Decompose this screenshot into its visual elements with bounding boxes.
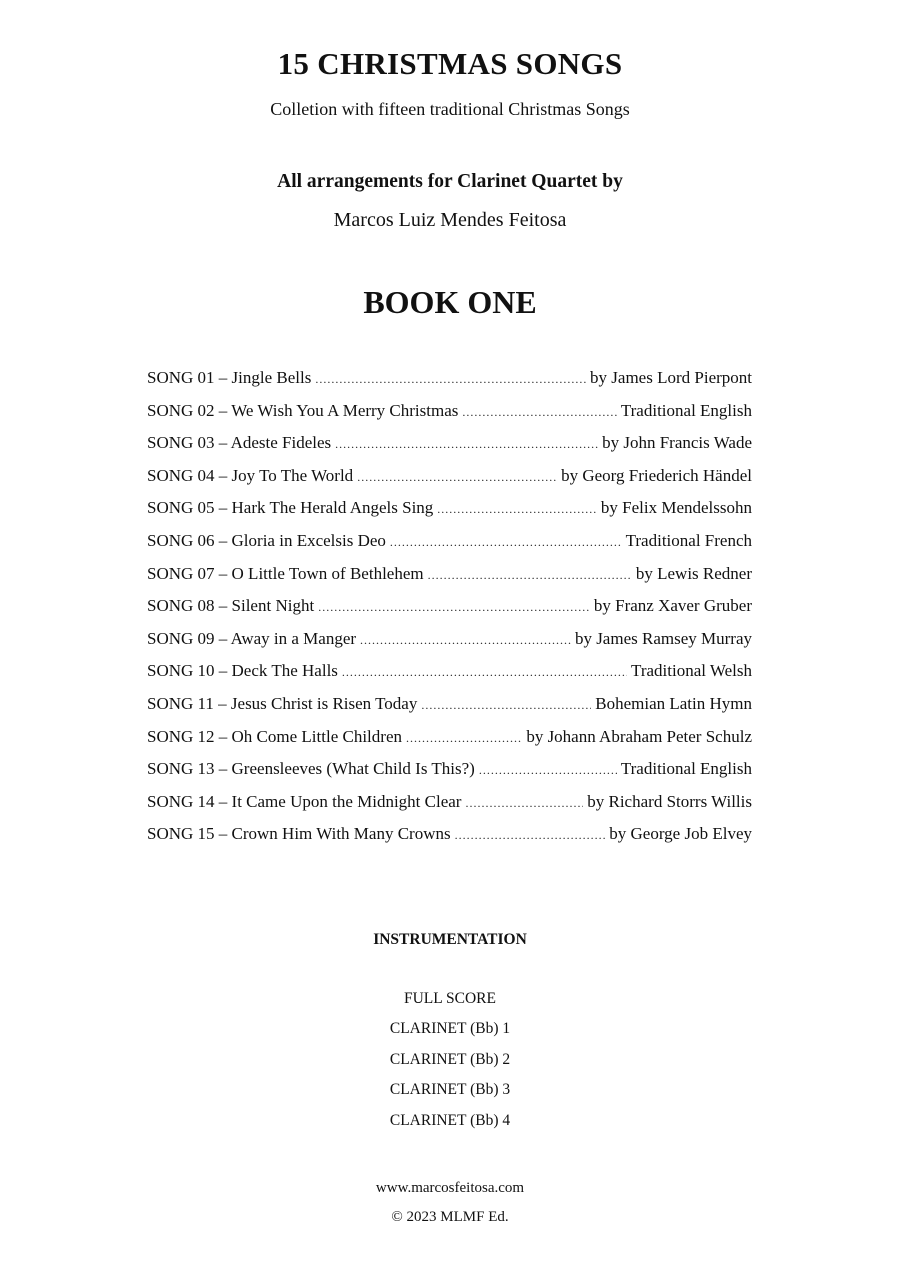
toc-leader-dots: [357, 470, 557, 485]
toc-entry: [147, 792, 752, 825]
toc-leader-dots: [455, 828, 606, 843]
toc-song-title: SONG 01 – Jingle Bells: [147, 368, 312, 387]
toc-song-credit: by George Job Elvey: [609, 824, 752, 844]
toc-song-title: SONG 05 – Hark The Herald Angels Sing: [147, 498, 434, 518]
toc-entry: [147, 498, 752, 531]
toc-song-title: SONG 14 – It Came Upon the Midnight Clear: [147, 791, 462, 811]
toc-song-credit: by John Francis Wade: [602, 433, 752, 453]
toc-song-title: SONG 13 – Greensleeves (What Child Is This?): [147, 759, 475, 779]
toc-entry: [147, 824, 752, 857]
toc-song-title: SONG 07 – O Little Town of Bethlehem: [147, 563, 424, 583]
toc-song-title: SONG 08 – Silent Night: [147, 596, 315, 616]
toc-song-title: SONG 10 – Deck The Halls: [147, 661, 338, 681]
toc-leader-dots: [421, 698, 591, 713]
toc-leader-dots: [335, 437, 598, 452]
toc-song-credit: by Richard Storrs Willis: [587, 791, 752, 811]
toc-song-credit: by Johann Abraham Peter Schulz: [526, 726, 752, 746]
website-url: www.marcosfeitosa.com: [375, 1180, 525, 1196]
toc-song-title: SONG 02 – We Wish You A Merry Christmas: [147, 400, 459, 420]
toc-entry: [147, 433, 752, 466]
toc-entry: [147, 368, 752, 401]
page-title: 15 CHRISTMAS SONGS: [277, 46, 623, 81]
toc-leader-dots: [428, 568, 632, 583]
page-subtitle: Colletion with fifteen traditional Christmas Songs: [270, 99, 630, 119]
toc-song-credit: by Lewis Redner: [635, 563, 752, 583]
toc-song-title: SONG 06 – Gloria in Excelsis Deo: [147, 530, 386, 550]
toc-entry: [147, 531, 752, 564]
toc-leader-dots: [462, 405, 616, 420]
toc-song-credit: by Franz Xaver Gruber: [593, 596, 752, 616]
arranger-name: Marcos Luiz Mendes Feitosa: [333, 209, 567, 231]
toc-song-title: SONG 04 – Joy To The World: [147, 465, 354, 485]
toc-entry: [147, 564, 752, 597]
book-title: BOOK ONE: [363, 284, 537, 320]
toc-song-credit: Bohemian Latin Hymn: [595, 693, 752, 713]
toc-leader-dots: [390, 535, 622, 550]
toc-song-credit: by James Ramsey Murray: [574, 628, 752, 648]
toc-song-credit: by James Lord Pierpont: [590, 368, 752, 387]
toc-entry: [147, 694, 752, 727]
arrangement-heading: All arrangements for Clarinet Quartet by: [277, 171, 623, 192]
toc-leader-dots: [406, 731, 522, 746]
toc-song-credit: Traditional Welsh: [631, 661, 752, 681]
instrument-part: CLARINET (Bb) 1: [389, 1020, 511, 1038]
instrument-part: FULL SCORE: [403, 990, 496, 1007]
toc-leader-dots: [479, 763, 617, 778]
toc-entry: [147, 759, 752, 792]
toc-leader-dots: [465, 796, 583, 811]
toc-leader-dots: [342, 665, 627, 680]
toc-entry: [147, 661, 752, 694]
instrument-part: CLARINET (Bb) 2: [389, 1050, 511, 1068]
toc-entry: [147, 727, 752, 760]
toc-leader-dots: [318, 600, 590, 615]
instrumentation-list: [0, 990, 900, 1142]
toc-song-credit: by Georg Friederich Händel: [561, 465, 752, 485]
toc-song-title: SONG 11 – Jesus Christ is Risen Today: [147, 693, 418, 713]
toc-leader-dots: [360, 633, 571, 648]
toc-song-credit: Traditional English: [620, 759, 752, 779]
toc-leader-dots: [437, 502, 597, 517]
instrument-part: CLARINET (Bb) 4: [389, 1111, 511, 1129]
instrumentation-heading: INSTRUMENTATION: [373, 931, 527, 948]
toc-entry: [147, 596, 752, 629]
toc-entry: [147, 401, 752, 434]
copyright-notice: © 2023 MLMF Ed.: [391, 1209, 509, 1225]
toc-entry: [147, 629, 752, 662]
toc-leader-dots: [315, 372, 586, 387]
toc-song-credit: Traditional English: [620, 400, 752, 420]
toc-entry: [147, 466, 752, 499]
toc-song-title: SONG 03 – Adeste Fideles: [147, 433, 332, 453]
toc-song-title: SONG 15 – Crown Him With Many Crowns: [147, 824, 451, 844]
toc-song-credit: by Felix Mendelssohn: [600, 498, 752, 518]
toc-song-credit: Traditional French: [625, 530, 752, 550]
toc-song-title: SONG 09 – Away in a Manger: [147, 628, 357, 648]
instrument-part: CLARINET (Bb) 3: [389, 1081, 511, 1099]
table-of-contents: [147, 368, 752, 857]
toc-song-title: SONG 12 – Oh Come Little Children: [147, 726, 402, 746]
